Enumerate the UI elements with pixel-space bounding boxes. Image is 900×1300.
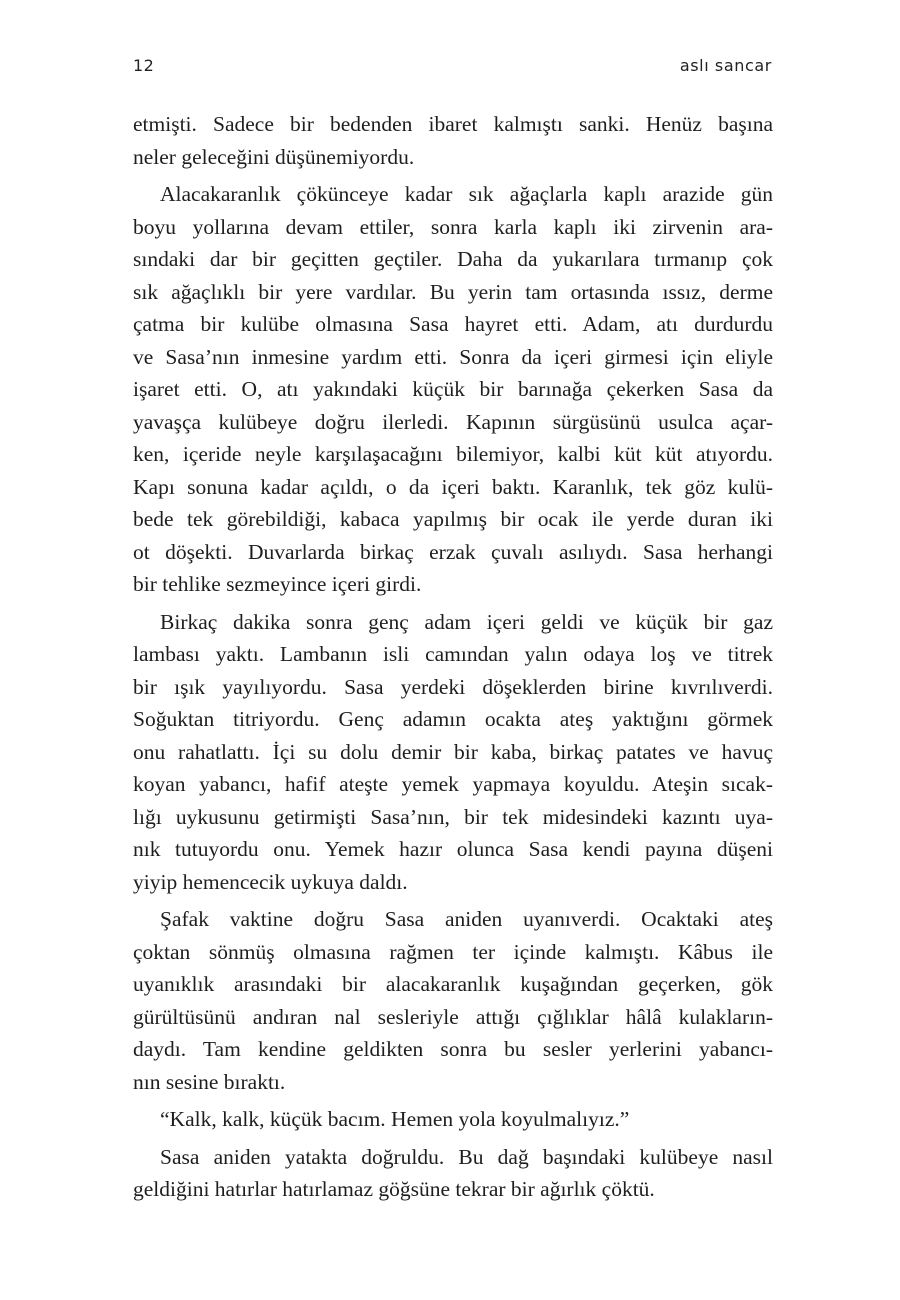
text-line: neler geleceğini düşünemiyordu. xyxy=(133,144,415,169)
text-line: nık tutuyordu onu. Yemek hazır olunca Sasa kendi payına düşeni xyxy=(133,837,773,861)
text-line: sık ağaçlıklı bir yere vardılar. Bu yerin tam ortasında ıssız, derme xyxy=(133,279,773,304)
paragraph xyxy=(133,606,773,899)
text-line: sındaki dar bir geçitten geçtiler. Daha da yukarılara tırmanıp çok xyxy=(133,247,773,271)
text-line: lambası yaktı. Lambanın isli camından yalın odaya loş ve titrek xyxy=(133,642,773,666)
text-line: uyanıklık arasındaki bir alacakaranlık kuşağından geçerken, gök xyxy=(133,972,773,996)
text-line: Sasa aniden yatakta doğruldu. Bu dağ başındaki kulübeye nasıl xyxy=(160,1144,773,1169)
page-number: 12 xyxy=(133,56,155,75)
text-line: geldiğini hatırlar hatırlamaz göğsüne tekrar bir ağırlık çöktü. xyxy=(133,1177,655,1201)
text-line: boyu yollarına devam ettiler, sonra karla kaplı iki zirvenin ara- xyxy=(133,214,773,239)
text-line: etmişti. Sadece bir bedenden ibaret kalmıştı sanki. Henüz başına xyxy=(133,112,773,136)
text-line: çoktan sönmüş olmasına rağmen ter içinde kalmıştı. Kâbus ile xyxy=(133,939,773,964)
text-line: Soğuktan titriyordu. Genç adamın ocakta ateş yaktığını görmek xyxy=(133,707,773,731)
paragraph xyxy=(133,178,773,601)
text-line: bede tek görebildiği, kabaca yapılmış bir ocak ile yerde duran iki xyxy=(133,507,773,531)
text-line: daydı. Tam kendine geldikten sonra bu sesler yerlerini yabancı- xyxy=(133,1037,773,1061)
text-line: “Kalk, kalk, küçük bacım. Hemen yola koyulmalıyız.” xyxy=(160,1107,630,1131)
text-line: gürültüsünü andıran nal sesleriyle attığı çığlıklar hâlâ kulakların- xyxy=(133,1004,773,1029)
text-line: onu rahatlattı. İçi su dolu demir bir kaba, birkaç patates ve havuç xyxy=(133,739,773,764)
paragraph xyxy=(133,1141,773,1206)
body-text xyxy=(133,108,773,1206)
text-line: koyan yabancı, hafif ateşte yemek yapmaya koyuldu. Ateşin sıcak- xyxy=(133,772,773,796)
text-line: bir tehlike sezmeyince içeri girdi. xyxy=(133,572,422,596)
text-line: lığı uykusunu getirmişti Sasa’nın, bir tek midesindeki kazıntı uya- xyxy=(133,804,773,829)
text-line: bir ışık yayılıyordu. Sasa yerdeki döşeklerden birine kıvrılıverdi. xyxy=(133,674,773,699)
text-line: ken, içeride neyle karşılaşacağını bilemiyor, kalbi küt küt atıyordu. xyxy=(133,442,773,466)
header-author: aslı sancar xyxy=(679,56,772,75)
text-line: Şafak vaktine doğru Sasa aniden uyanıverdi. Ocaktaki ateş xyxy=(160,907,773,931)
paragraph xyxy=(133,1103,773,1136)
text-line: Birkaç dakika sonra genç adam içeri geldi ve küçük bir gaz xyxy=(160,609,773,634)
text-line: Kapı sonuna kadar açıldı, o da içeri baktı. Karanlık, tek göz kulü- xyxy=(133,474,773,499)
text-line: işaret etti. O, atı yakındaki küçük bir barınağa çekerken Sasa da xyxy=(133,377,773,401)
text-line: nın sesine bıraktı. xyxy=(133,1069,286,1094)
paragraph xyxy=(133,903,773,1098)
text-line: yavaşça kulübeye doğru ilerledi. Kapının sürgüsünü usulca açar- xyxy=(133,409,773,434)
paragraph xyxy=(133,108,773,173)
running-header xyxy=(133,56,772,84)
text-line: yiyip hemencecik uykuya daldı. xyxy=(133,869,408,894)
text-line: çatma bir kulübe olmasına Sasa hayret etti. Adam, atı durdurdu xyxy=(133,312,773,336)
text-line: ve Sasa’nın inmesine yardım etti. Sonra da içeri girmesi için eliyle xyxy=(133,344,773,369)
text-line: Alacakaranlık çökünceye kadar sık ağaçlarla kaplı arazide gün xyxy=(160,182,773,206)
text-line: ot döşekti. Duvarlarda birkaç erzak çuvalı asılıydı. Sasa herhangi xyxy=(133,539,773,564)
